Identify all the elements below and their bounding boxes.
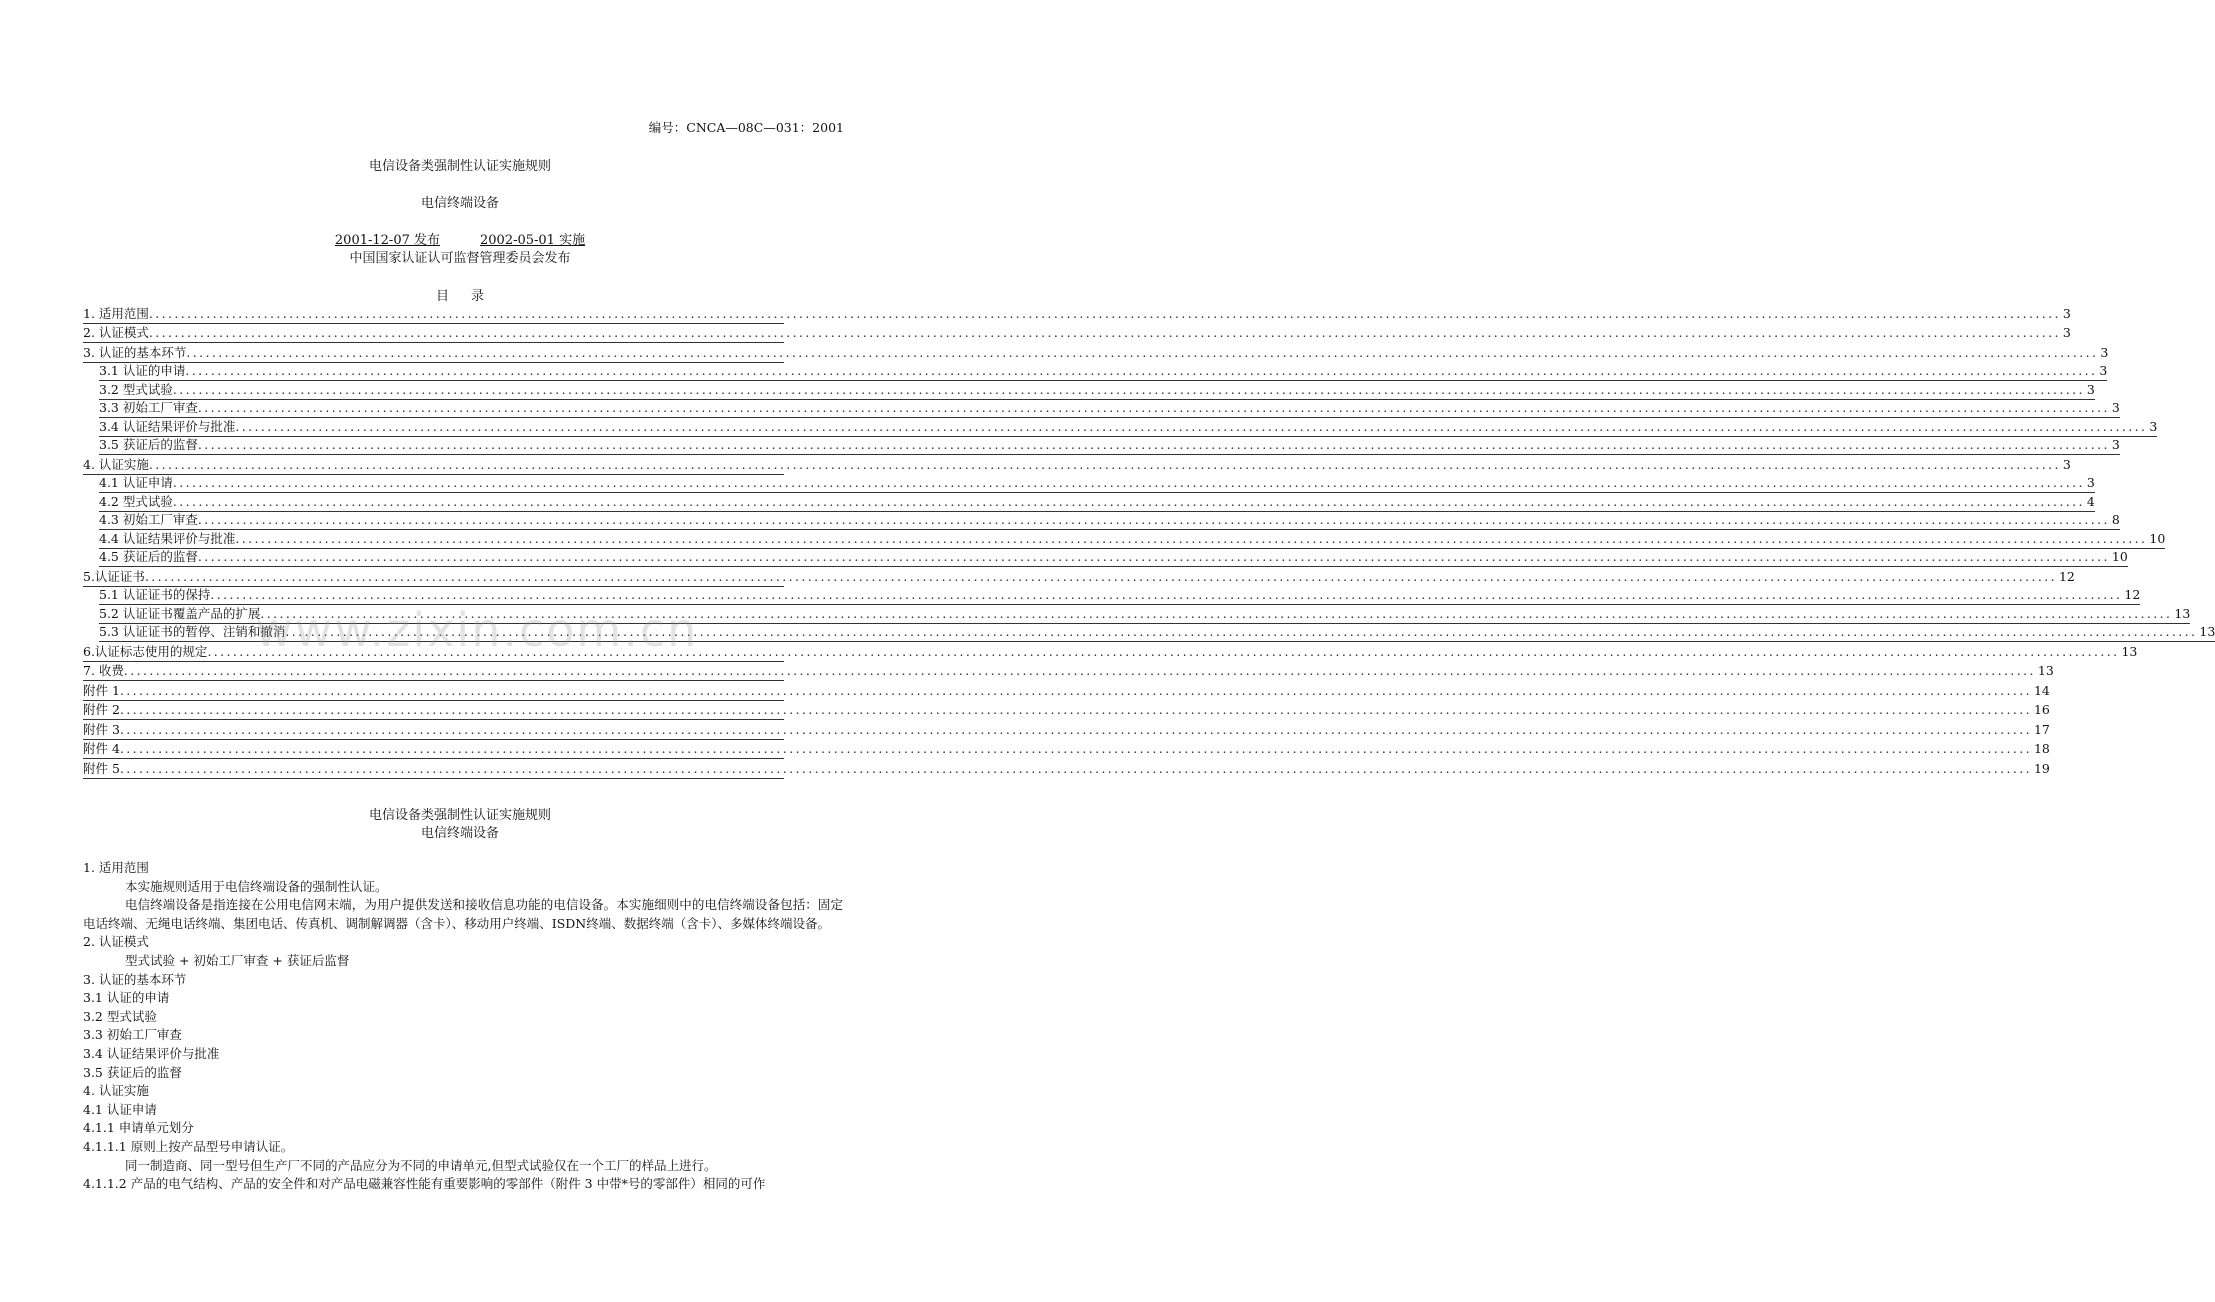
toc-leader-dots: ............................................................................................................................................................................................................................................................................................................ [197, 437, 2110, 452]
toc-leader-dots: ............................................................................................................................................................................................................................................................................................................ [285, 624, 2198, 639]
toc-entry[interactable] [83, 343, 2109, 363]
toc-entry[interactable] [83, 475, 2095, 494]
toc-entry-page: 10 [2111, 549, 2128, 564]
body-paragraph: 4.1.1.2 产品的电气结构、产品的安全件和对产品电磁兼容性能有重要影响的零部件（附件 3 中带*号的零部件）相同的可作 [83, 1176, 766, 1192]
toc-entry[interactable] [83, 304, 2071, 324]
toc-entry[interactable] [83, 400, 2120, 419]
toc-entry[interactable] [83, 549, 2128, 568]
toc-entry-label: 6.认证标志使用的规定 [83, 643, 208, 659]
body-content [83, 859, 843, 1194]
toc-entry-page: 17 [2033, 721, 2050, 737]
toc-entry-page: 3 [2099, 363, 2108, 378]
toc-entry-page: 3 [2062, 325, 2071, 340]
toc-leader-dots: ............................................................................................................................................................................................................................................................................................................ [197, 549, 2110, 564]
toc-leader-dots: ............................................................................................................................................................................................................................................................................................................ [207, 643, 2120, 659]
body-paragraph: 4.1.1.1 原则上按产品型号申请认证。 [83, 1138, 294, 1154]
toc-entry-label: 4.1 认证申请 [99, 475, 173, 490]
toc-entry-page: 3 [2086, 381, 2095, 397]
body-paragraph: 3.5 获证后的监督 [83, 1064, 182, 1080]
body-paragraph: 2. 认证模式 [83, 934, 149, 950]
toc-leader-dots: ............................................................................................................................................................................................................................................................................................................ [119, 682, 2032, 698]
toc-entry-label: 4.4 认证结果评价与批准 [99, 530, 236, 546]
toc-entry-page: 13 [2037, 663, 2054, 678]
publish-date: 2001-12-07 发布 [334, 233, 440, 248]
toc-entry-label: 1. 适用范围 [83, 305, 149, 321]
watermark: www.zixin.com.cn [255, 603, 699, 657]
toc-entry-label: 4.2 型式试验 [99, 493, 173, 509]
toc-entry[interactable] [83, 740, 2050, 760]
toc-entry-label: 附件 4 [83, 741, 120, 756]
toc-leader-dots: ............................................................................................................................................................................................................................................................................................................ [172, 381, 2085, 397]
toc-leader-dots: ............................................................................................................................................................................................................................................................................................................ [119, 760, 2032, 776]
toc-entry-label: 2. 认证模式 [83, 325, 149, 340]
toc-entry-page: 4 [2086, 493, 2095, 509]
toc-entry-label: 3.2 型式试验 [99, 381, 173, 397]
toc-entry-label: 3.5 获证后的监督 [99, 437, 198, 452]
body-paragraph: 本实施规则适用于电信终端设备的强制性认证。 [125, 878, 388, 894]
toc-entry-page: 10 [2149, 530, 2166, 546]
body-paragraph: 3. 认证的基本环节 [83, 971, 187, 987]
toc-leader-dots: ............................................................................................................................................................................................................................................................................................................ [197, 400, 2110, 415]
toc-entry[interactable] [83, 759, 2050, 779]
body-paragraph: 4.1.1 申请单元划分 [83, 1120, 194, 1136]
body-paragraph: 4. 认证实施 [83, 1083, 149, 1099]
toc-leader-dots: ............................................................................................................................................................................................................................................................................................................ [197, 512, 2110, 527]
toc-leader-dots: ............................................................................................................................................................................................................................................................................................................ [186, 344, 2099, 360]
toc-entry-page: 19 [2033, 760, 2050, 776]
toc-leader-dots: ............................................................................................................................................................................................................................................................................................................ [235, 418, 2148, 434]
body-subtitle: 电信终端设备 [420, 826, 499, 841]
toc-leader-dots: ............................................................................................................................................................................................................................................................................................................ [144, 568, 2057, 584]
toc-leader-dots: ............................................................................................................................................................................................................................................................................................................ [119, 702, 2032, 717]
body-paragraph: 3.2 型式试验 [83, 1008, 157, 1024]
toc-entry[interactable] [83, 512, 2120, 531]
toc-entry[interactable] [83, 530, 2166, 549]
body-paragraph: 3.4 认证结果评价与批准 [83, 1045, 220, 1061]
body-paragraph: 型式试验 + 初始工厂审查 + 获证后监督 [125, 952, 350, 968]
toc-entry-page: 3 [2111, 400, 2120, 415]
toc-entry-page: 13 [2174, 605, 2191, 621]
toc-leader-dots: ............................................................................................................................................................................................................................................................................................................ [235, 530, 2148, 546]
toc-entry-label: 4. 认证实施 [83, 456, 149, 472]
toc-entry-page: 3 [2149, 418, 2158, 434]
body-paragraph: 1. 适用范围 [83, 860, 149, 875]
toc-entry[interactable] [83, 567, 2075, 587]
toc-leader-dots: ............................................................................................................................................................................................................................................................................................................ [123, 663, 2036, 678]
toc-entry-label: 3.3 初始工厂审查 [99, 400, 198, 415]
toc-entry[interactable] [83, 662, 2054, 682]
toc-entry[interactable] [83, 701, 2050, 721]
document-subtitle: 电信终端设备 [420, 196, 499, 211]
toc-entry-page: 3 [2100, 344, 2109, 360]
toc-entry-label: 附件 5 [83, 760, 120, 776]
toc-entry[interactable] [83, 363, 2108, 382]
toc-entry[interactable] [83, 418, 2158, 437]
toc-entry-label: 附件 1 [83, 682, 120, 698]
toc-leader-dots: ............................................................................................................................................................................................................................................................................................................ [119, 721, 2032, 737]
toc-entry[interactable] [83, 437, 2120, 456]
toc-entry-page: 18 [2033, 741, 2050, 756]
toc-leader-dots: ............................................................................................................................................................................................................................................................................................................ [148, 305, 2061, 321]
toc-leader-dots: ............................................................................................................................................................................................................................................................................................................ [210, 587, 2123, 602]
toc-entry-page: 13 [2199, 624, 2215, 639]
document-number: 编号：CNCA—08C—031：2001 [648, 120, 844, 135]
effective-date: 2002-05-01 实施 [480, 233, 586, 248]
body-paragraph: 3.1 认证的申请 [83, 990, 170, 1006]
toc-leader-dots: ............................................................................................................................................................................................................................................................................................................ [260, 605, 2173, 621]
toc-entry-label: 附件 2 [83, 702, 120, 717]
toc-leader-dots: ............................................................................................................................................................................................................................................................................................................ [172, 493, 2085, 509]
toc-entry-label: 3.4 认证结果评价与批准 [99, 418, 236, 434]
toc-entry-label: 5.认证证书 [83, 568, 145, 584]
document-title: 电信设备类强制性认证实施规则 [368, 159, 551, 174]
toc-entry-page: 3 [2111, 437, 2120, 452]
toc-entry-label: 4.5 获证后的监督 [99, 549, 198, 564]
toc-entry-page: 3 [2086, 475, 2095, 490]
body-paragraph: 电信终端设备是指连接在公用电信网末端，为用户提供发送和接收信息功能的电信设备。本实施细则中的电信终端设备包括：固定电话终端、无绳电话终端、集团电话、传真机、调制解调器（含卡）、移动用户终端、ISDN终端、数据终端（含卡）、多媒体终端设备。 [83, 897, 843, 931]
toc-entry-page: 16 [2033, 702, 2050, 717]
issuer: 中国国家认证认可监督管理委员会发布 [349, 251, 571, 266]
toc-leader-dots: ............................................................................................................................................................................................................................................................................................................ [185, 363, 2098, 378]
toc-leader-dots: ............................................................................................................................................................................................................................................................................................................ [148, 325, 2061, 340]
toc-entry-label: 3. 认证的基本环节 [83, 344, 187, 360]
toc-entry-page: 3 [2062, 456, 2071, 472]
body-paragraph: 4.1 认证申请 [83, 1101, 157, 1117]
toc-entry-label: 7. 收费 [83, 663, 124, 678]
toc-entry-page: 12 [2124, 587, 2141, 602]
toc-entry[interactable] [83, 455, 2071, 475]
toc-entry-label: 3.1 认证的申请 [99, 363, 186, 378]
toc-entry[interactable] [83, 381, 2095, 400]
toc-entry-page: 8 [2111, 512, 2120, 527]
toc-leader-dots: ............................................................................................................................................................................................................................................................................................................ [148, 456, 2061, 472]
table-of-contents [83, 304, 2215, 779]
toc-entry-label: 5.3 认证证书的暂停、注销和撤消 [99, 624, 286, 639]
toc-entry-label: 4.3 初始工厂审查 [99, 512, 198, 527]
toc-entry-label: 5.2 认证证书覆盖产品的扩展 [99, 605, 261, 621]
toc-entry-page: 3 [2062, 305, 2071, 321]
toc-entry-label: 附件 3 [83, 721, 120, 737]
toc-entry[interactable] [83, 324, 2071, 344]
toc-leader-dots: ............................................................................................................................................................................................................................................................................................................ [119, 741, 2032, 756]
toc-entry-page: 14 [2033, 682, 2050, 698]
toc-entry[interactable] [83, 493, 2095, 512]
toc-entry-label: 5.1 认证证书的保持 [99, 587, 211, 602]
toc-leader-dots: ............................................................................................................................................................................................................................................................................................................ [172, 475, 2085, 490]
date-line [0, 229, 920, 248]
toc-entry[interactable] [83, 681, 2050, 701]
body-paragraph: 3.3 初始工厂审查 [83, 1027, 182, 1043]
toc-entry[interactable] [83, 720, 2050, 740]
body-paragraph: 同一制造商、同一型号但生产厂不同的产品应分为不同的申请单元,但型式试验仅在一个工厂的样品上进行。 [125, 1157, 717, 1173]
body-title: 电信设备类强制性认证实施规则 [368, 808, 551, 823]
toc-entry-page: 12 [2058, 568, 2075, 584]
toc-entry-page: 13 [2121, 643, 2138, 659]
toc-heading: 目录 [435, 289, 506, 304]
